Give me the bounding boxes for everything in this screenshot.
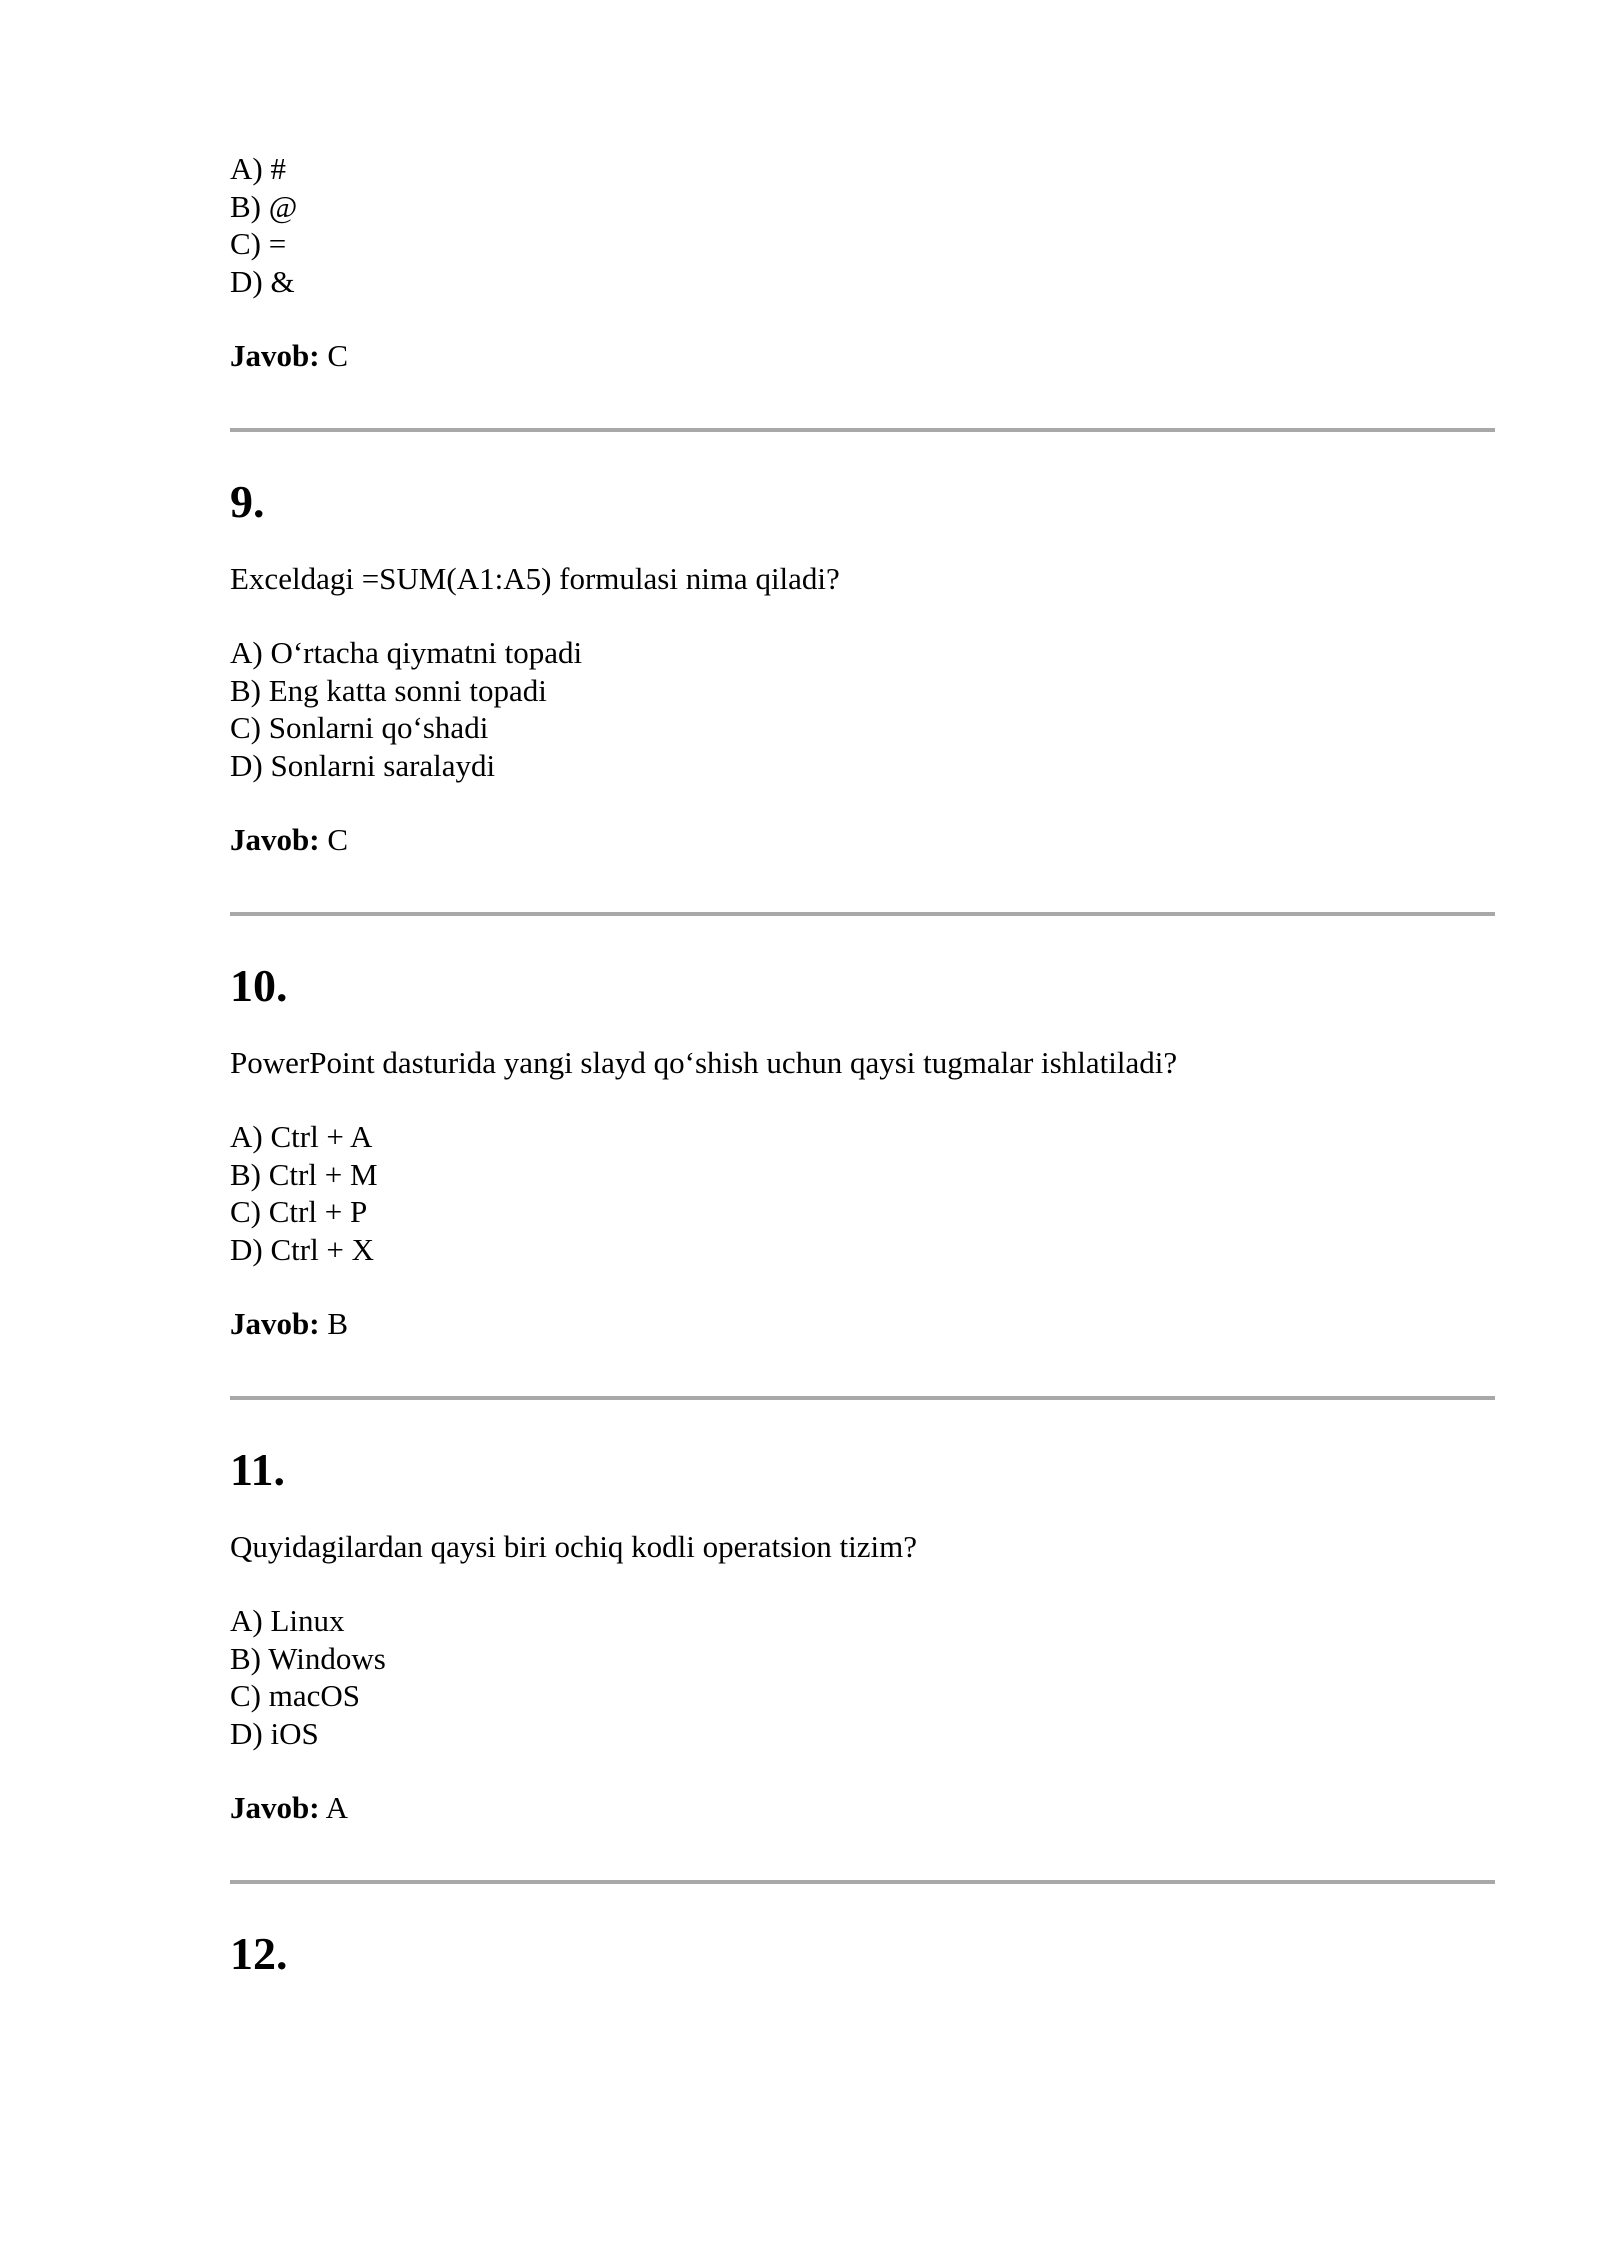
options-list (230, 1118, 1495, 1268)
option-b: B) Eng katta sonni topadi (230, 672, 547, 708)
question-number: 12. (230, 1927, 288, 1979)
question-9 (230, 476, 1495, 859)
answer-line (230, 821, 1495, 859)
question-number: 11. (230, 1443, 285, 1495)
section-divider (230, 1396, 1495, 1400)
question-text: Exceldagi =SUM(A1:A5) formulasi nima qiladi? (230, 560, 840, 596)
question-text: Quyidagilardan qaysi biri ochiq kodli operatsion tizim? (230, 1528, 918, 1564)
option-d: D) & (230, 263, 295, 299)
answer-label: Javob: (230, 1790, 320, 1825)
section-divider (230, 428, 1495, 432)
document-page (230, 150, 1495, 1980)
answer-line (230, 337, 1495, 375)
option-c: C) Ctrl + P (230, 1194, 368, 1229)
answer-label: Javob: (230, 338, 320, 373)
question-10 (230, 960, 1495, 1343)
question-number: 10. (230, 959, 288, 1011)
option-c: C) macOS (230, 1678, 361, 1713)
answer-value: C (327, 338, 349, 373)
option-a: A) # (230, 151, 286, 186)
section-divider (230, 1880, 1495, 1884)
question-12 (230, 1928, 1495, 1980)
answer-line (230, 1789, 1495, 1827)
options-list (230, 150, 1495, 300)
answer-value: B (327, 1306, 349, 1341)
options-list (230, 1602, 1495, 1752)
option-a: A) Ctrl + A (230, 1119, 373, 1154)
option-d: D) Ctrl + X (230, 1231, 375, 1267)
option-d: D) Sonlarni saralaydi (230, 747, 496, 783)
answer-label: Javob: (230, 1306, 320, 1341)
option-b: B) Windows (230, 1640, 386, 1676)
option-b: B) @ (230, 188, 298, 224)
question-11 (230, 1444, 1495, 1827)
option-d: D) iOS (230, 1715, 319, 1751)
option-c: C) Sonlarni qo‘shadi (230, 710, 489, 745)
option-a: A) Linux (230, 1603, 345, 1638)
question-8-continued (230, 150, 1495, 375)
question-number: 9. (230, 475, 265, 527)
option-c: C) = (230, 226, 287, 261)
answer-line (230, 1305, 1495, 1343)
answer-value: A (325, 1790, 349, 1825)
answer-label: Javob: (230, 822, 320, 857)
options-list (230, 634, 1495, 784)
question-text: PowerPoint dasturida yangi slayd qo‘shish uchun qaysi tugmalar ishlatiladi? (230, 1044, 1178, 1080)
option-b: B) Ctrl + M (230, 1156, 378, 1192)
option-a: A) O‘rtacha qiymatni topadi (230, 635, 583, 670)
section-divider (230, 912, 1495, 916)
answer-value: C (327, 822, 349, 857)
